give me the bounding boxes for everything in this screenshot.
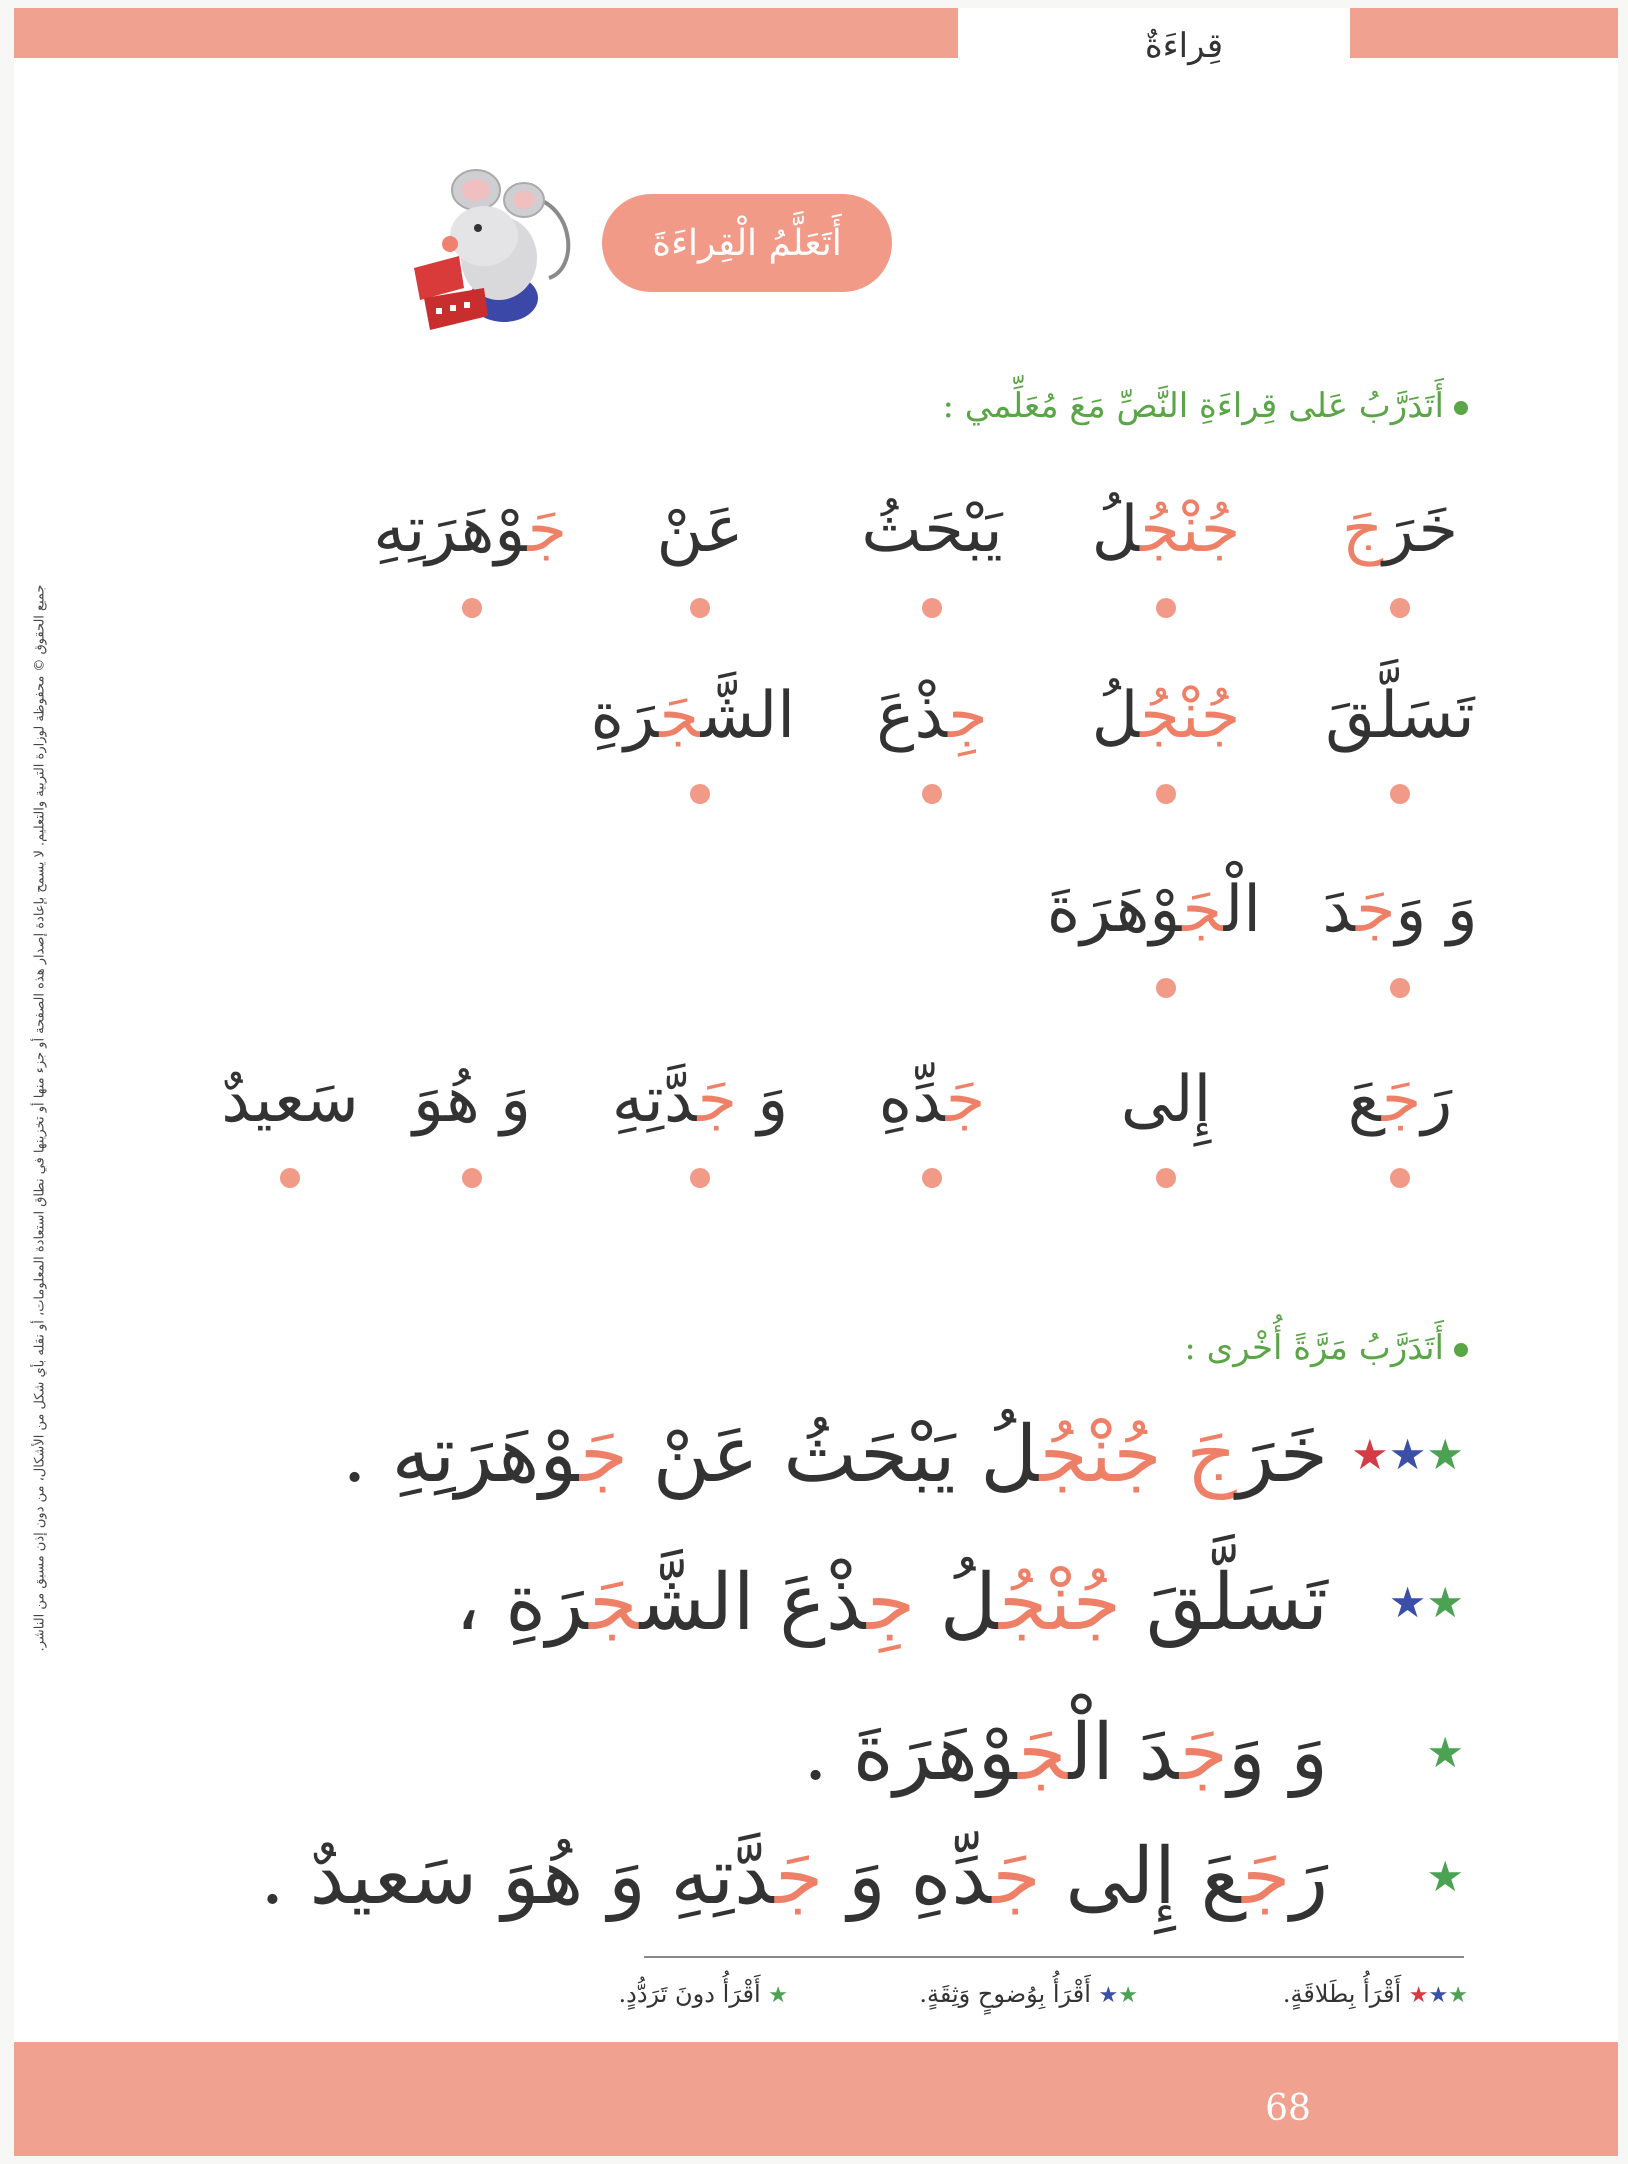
practice-word (1305, 679, 1495, 753)
rating-stars (1426, 1852, 1464, 1901)
bottom-bar (14, 2042, 1618, 2156)
instruction-1 (942, 386, 1468, 426)
word-part: وَ وَ (1395, 873, 1478, 947)
sentence-part: دَّتِهِ وَ هُوَ سَعيدٌ . (260, 1832, 776, 1922)
star-icon: ★ (1426, 1578, 1464, 1627)
word-dot (690, 1168, 710, 1188)
word-dot (690, 598, 710, 618)
sentence-part (1162, 1410, 1187, 1500)
word-dot (1390, 1168, 1410, 1188)
highlighted-letter: جَ (527, 493, 567, 567)
legend-stars (1409, 1980, 1468, 2008)
highlighted-letter: جِ (948, 679, 988, 753)
word-dot (1156, 598, 1176, 618)
highlighted-letter: جَ (1341, 493, 1384, 567)
sentence-part: وْهَرَةَ . (803, 1708, 1019, 1798)
word-part: رَ (1421, 1063, 1453, 1137)
highlighted-letter: جَ (589, 1558, 640, 1648)
word-part: يَبْحَثُ (861, 493, 1003, 567)
instruction-2-text: أَتَدَرَّبُ مَرَّةً أُخْرى : (1184, 1328, 1444, 1368)
sentence-part: لُ يَبْحَثُ عَنْ (627, 1410, 1040, 1500)
word-part: سَعيدٌ (221, 1063, 359, 1137)
highlighted-letter: جَ (945, 1063, 986, 1137)
highlighted-letter: جَ (579, 1410, 628, 1500)
page-number: 68 (1265, 2088, 1311, 2129)
practice-word (1071, 679, 1261, 753)
word-dot (1390, 784, 1410, 804)
rating-stars (1426, 1728, 1464, 1777)
word-dot (462, 598, 482, 618)
word-part: ذْعَ (876, 679, 949, 753)
highlighted-letter: جُنْجُ (1140, 493, 1241, 567)
word-part: خَرَ (1383, 493, 1459, 567)
highlighted-letter: جَ (1242, 1832, 1291, 1922)
mouse-reading-icon (384, 158, 584, 338)
highlighted-letter: جَ (697, 1063, 738, 1137)
star-icon: ★ (1426, 1430, 1464, 1479)
sentence-part: تَسَلَّقَ (1121, 1558, 1328, 1648)
highlighted-letter: جَ (659, 679, 701, 753)
legend-item (919, 1980, 1138, 2008)
instruction-1-text: أَتَدَرَّبُ عَلى قِراءَةِ النَّصِّ مَعَ مُعَلِّمي : (942, 386, 1444, 426)
practice-word (373, 493, 567, 567)
star-icon: ★ (1408, 1983, 1429, 2008)
sentence-part: رَ (1290, 1832, 1328, 1922)
sentence-part: خَرَ (1236, 1410, 1328, 1500)
star-icon: ★ (1426, 1852, 1464, 1901)
legend-divider (644, 1956, 1464, 1958)
word-part: الشَّ (700, 679, 795, 753)
star-icon: ★ (1448, 1983, 1468, 2008)
practice-word (1071, 493, 1261, 567)
word-part: لُ (1091, 493, 1141, 567)
lesson-heading-label: أَتَعَلَّمُ الْقِراءَةَ (652, 222, 842, 264)
word-dot (1156, 1168, 1176, 1188)
word-dot (1390, 978, 1410, 998)
legend-text: أَقْرَأُ بِوُضوحٍ وَثِقَةٍ. (919, 1980, 1099, 2008)
word-part: لُ (1091, 679, 1141, 753)
highlighted-letter: جَ (1182, 873, 1224, 947)
highlighted-letter: جَ (1018, 1708, 1069, 1798)
word-dot (922, 1168, 942, 1188)
sentence-part: وْهَرَتِهِ . (342, 1410, 580, 1500)
sentence-part: وَ وَ (1227, 1708, 1328, 1798)
bullet-icon (1454, 401, 1468, 415)
star-icon: ★ (768, 1983, 788, 2008)
legend-item (619, 1980, 789, 2008)
highlighted-letter: جَ (1186, 1410, 1237, 1500)
highlighted-letter: جَ (992, 1832, 1041, 1922)
practice-word (1071, 1063, 1261, 1137)
word-part: دَ (1322, 873, 1356, 947)
copyright-note (28, 528, 52, 1708)
practice-word (605, 1063, 795, 1137)
highlighted-letter: جُنْجُ (1140, 679, 1241, 753)
star-icon: ★ (1426, 1728, 1464, 1777)
word-part: إِلى (1120, 1063, 1212, 1137)
word-dot (922, 598, 942, 618)
word-part: رَةِ (590, 679, 660, 753)
highlighted-letter: جَ (1355, 873, 1396, 947)
sentence-part: عَ إِلى (1040, 1832, 1243, 1922)
star-icon: ★ (1118, 1983, 1138, 2008)
practice-word (1046, 873, 1261, 947)
practice-word (590, 679, 795, 753)
copyright-text: جميع الحقوق © محفوظة لوزارة التربية والتعليم. لا يسمح بإعادة إصدار هذه الصفحة أو جزء منها أو تخزينها في نطاق استعادة المعلومات، أو نقله بأي شكل من الأشكال، من دون إذن مسبق من الناشر. (32, 584, 48, 1652)
practice-word (377, 1063, 567, 1137)
word-part: دِّهِ (878, 1063, 946, 1137)
practice-word (195, 1063, 385, 1137)
practice-word (837, 1063, 1027, 1137)
word-dot (922, 784, 942, 804)
legend-item (1283, 1980, 1468, 2008)
highlighted-letter: جَ (1381, 1063, 1422, 1137)
textbook-page (14, 8, 1618, 2156)
sentence-part: رَةِ ، (455, 1558, 590, 1648)
practice-sentence (342, 1410, 1328, 1500)
rating-stars (1351, 1430, 1464, 1479)
top-bar-left (14, 8, 958, 58)
legend-text: أَقْرَأُ دونَ تَرَدُّدٍ. (618, 1980, 769, 2008)
star-icon: ★ (1098, 1983, 1119, 2008)
legend-stars (768, 1980, 788, 2008)
word-dot (1390, 598, 1410, 618)
word-dot (1156, 784, 1176, 804)
word-part: وْهَرَةَ (1046, 873, 1183, 947)
highlighted-letter: جِ (866, 1558, 916, 1648)
sentence-part: لُ (915, 1558, 999, 1648)
star-icon: ★ (1428, 1983, 1449, 2008)
word-part: وْهَرَتِهِ (373, 493, 528, 567)
practice-word (1305, 493, 1495, 567)
word-dot (1156, 978, 1176, 998)
highlighted-letter: جَ (775, 1832, 824, 1922)
star-icon: ★ (1388, 1578, 1427, 1627)
highlighted-letter: جُنْجُ (998, 1558, 1122, 1648)
highlighted-letter: جَ (1179, 1708, 1228, 1798)
word-part: الْ (1223, 873, 1261, 947)
sentence-part: دَ الْ (1068, 1708, 1180, 1798)
word-part: تَسَلَّقَ (1325, 679, 1475, 753)
practice-sentence (803, 1708, 1328, 1798)
practice-word (1305, 873, 1495, 947)
legend-text: أَقْرَأُ بِطَلاقَةٍ. (1282, 1980, 1409, 2008)
sentence-part: ذْعَ الشَّ (639, 1558, 867, 1648)
rating-stars (1388, 1578, 1464, 1627)
word-part: عَنْ (656, 493, 744, 567)
star-icon: ★ (1388, 1430, 1427, 1479)
section-title: قِراءَةٌ (1144, 26, 1224, 66)
word-part: عَ (1347, 1063, 1382, 1137)
practice-sentence (260, 1832, 1328, 1922)
practice-word (837, 679, 1027, 753)
word-part: وَ (737, 1063, 789, 1137)
practice-word (837, 493, 1027, 567)
practice-word (605, 493, 795, 567)
word-part: وَ هُوَ (412, 1063, 532, 1137)
sentence-part: دِّهِ وَ (823, 1832, 993, 1922)
practice-word (1305, 1063, 1495, 1137)
legend-stars (1099, 1980, 1138, 2008)
word-dot (462, 1168, 482, 1188)
bullet-icon (1454, 1343, 1468, 1357)
practice-sentence (455, 1558, 1328, 1648)
word-part: دَّتِهِ (611, 1063, 698, 1137)
instruction-2 (1184, 1328, 1468, 1368)
word-dot (690, 784, 710, 804)
lesson-heading (602, 194, 892, 292)
star-icon: ★ (1351, 1430, 1389, 1479)
highlighted-letter: جُنْجُ (1039, 1410, 1162, 1500)
top-bar-right (1350, 8, 1618, 58)
word-dot (280, 1168, 300, 1188)
